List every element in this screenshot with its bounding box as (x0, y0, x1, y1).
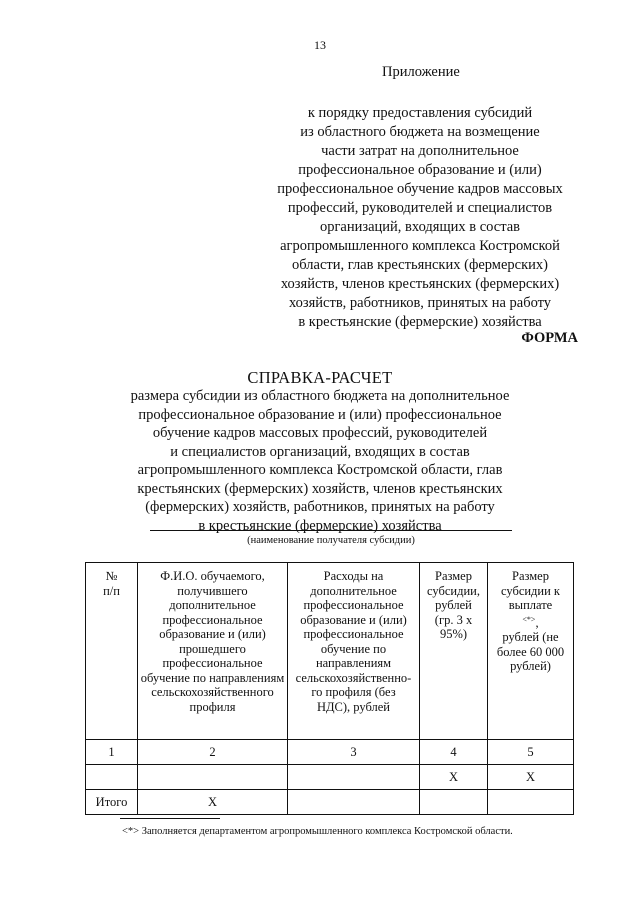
table-cell: Итого (86, 790, 138, 815)
recipient-caption: (наименование получателя субсидии) (247, 535, 415, 546)
appendix-body (262, 104, 578, 332)
table-cell: Х (420, 765, 488, 790)
recipient-underline (150, 530, 512, 531)
table-cell: 1 (86, 740, 138, 765)
appendix-line: профессий, руководителей и специалистов (287, 200, 553, 216)
footnote: <*> Заполняется департаментом агропромышленного комплекса Костромской области. (122, 826, 513, 837)
subtitle-line: в крестьянские (фермерские) хозяйства (198, 517, 442, 534)
table-row (86, 765, 574, 790)
header-cell-name: Ф.И.О. обучаемого, получившего дополнительное профессиональное образование и (или) прошедшего профессиональное обучение по направлениям сельскохозяйственного профиля (138, 563, 288, 740)
subtitle-line: агропромышленного комплекса Костромской области, глав (137, 462, 503, 478)
document-subtitle (0, 387, 640, 535)
subtitle-line: профессиональное образование и (или) профессиональное (138, 406, 502, 423)
table-cell: 2 (138, 740, 288, 765)
subtitle-line: и специалистов организаций, входящих в состав (170, 443, 470, 460)
table-cell (288, 765, 420, 790)
table-cell: 3 (288, 740, 420, 765)
table-cell: Х (488, 765, 574, 790)
subsidy-table (85, 562, 574, 815)
form-label: ФОРМА (521, 330, 578, 346)
table-cell: 5 (488, 740, 574, 765)
table-row (86, 740, 574, 765)
table-total-row (86, 790, 574, 815)
table-cell (420, 790, 488, 815)
appendix-line: из областного бюджета на возмещение (300, 124, 540, 140)
appendix-line: области, глав крестьянских (фермерских) (292, 257, 548, 273)
subtitle-line: крестьянских (фермерских) хозяйств, членов крестьянских (137, 480, 503, 497)
appendix-title: Приложение (382, 64, 460, 80)
appendix-line: профессиональное образование и (или) (298, 162, 542, 178)
table-cell (288, 790, 420, 815)
appendix-line: хозяйств, работников, принятых на работу (288, 295, 552, 311)
table-cell: Х (138, 790, 288, 815)
appendix-line: к порядку предоставления субсидий (307, 105, 533, 121)
table-cell: 4 (420, 740, 488, 765)
table-header-row (86, 563, 574, 740)
table-cell (138, 765, 288, 790)
page-number: 13 (314, 38, 326, 52)
subtitle-line: обучение кадров массовых профессий, руководителей (152, 425, 488, 441)
header-cell-payout: Размер субсидии к выплате <*>, рублей (не более 60 000 рублей) (488, 563, 574, 740)
table-cell (86, 765, 138, 790)
appendix-line: организаций, входящих в состав (319, 219, 521, 235)
appendix-line: хозяйств, членов крестьянских (фермерских) (280, 276, 560, 292)
table-cell (488, 790, 574, 815)
header-cell-number: № п/п (86, 563, 138, 740)
header-cell-subsidy: Размер субсидии, рублей (гр. 3 х 95%) (420, 563, 488, 740)
footnote-rule (120, 818, 220, 819)
subtitle-line: (фермерских) хозяйств, работников, принятых на работу (145, 499, 495, 515)
subtitle-line: размера субсидии из областного бюджета на дополнительное (130, 388, 510, 404)
header-cell-expenses: Расходы на дополнительное профессиональное образование и (или) профессиональное обучение по направлениям сельскохозяйственно- го профиля (без НДС), рублей (288, 563, 420, 740)
appendix-line: в крестьянские (фермерские) хозяйства (298, 314, 542, 330)
footnote-marker: <*> (522, 614, 536, 624)
appendix-line: агропромышленного комплекса Костромской (280, 238, 560, 254)
appendix-line: профессиональное обучение кадров массовых (277, 181, 563, 197)
appendix-line: части затрат на дополнительное (321, 143, 519, 159)
document-title: СПРАВКА-РАСЧЕТ (247, 368, 393, 387)
